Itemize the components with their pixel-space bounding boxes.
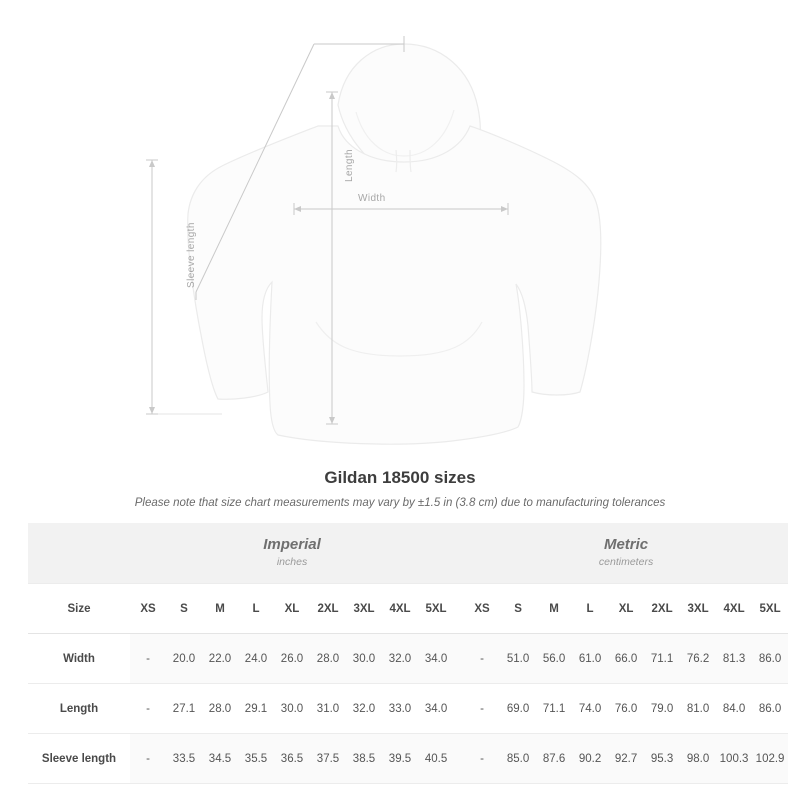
cell-length-imperial-xl: 30.0	[274, 684, 310, 734]
header-imperial-4xl: 4XL	[382, 584, 418, 634]
row-label-width: Width	[28, 634, 130, 684]
cell-length-metric-m: 71.1	[536, 684, 572, 734]
table-row	[28, 634, 788, 684]
cell-length-metric-4xl: 84.0	[716, 684, 752, 734]
header-imperial-s: S	[166, 584, 202, 634]
cell-sleeve-imperial-m: 34.5	[202, 734, 238, 784]
cell-sleeve-imperial-5xl: 40.5	[418, 734, 454, 784]
tolerance-note: Please note that size chart measurements may vary by ±1.5 in (3.8 cm) due to manufacturing tolerances	[134, 497, 666, 509]
cell-sleeve-metric-l: 90.2	[572, 734, 608, 784]
cell-length-imperial-4xl: 33.0	[382, 684, 418, 734]
unit-sub-metric: centimeters	[598, 556, 654, 569]
cell-sleeve-imperial-s: 33.5	[166, 734, 202, 784]
header-metric-4xl: 4XL	[716, 584, 752, 634]
unit-header-gap	[454, 523, 464, 584]
unit-header-metric	[464, 523, 788, 584]
cell-width-imperial-3xl: 30.0	[346, 634, 382, 684]
cell-sleeve-metric-s: 85.0	[500, 734, 536, 784]
dimension-label-width: Width	[358, 193, 386, 204]
cell-length-imperial-xs: -	[130, 684, 166, 734]
table-row	[28, 684, 788, 734]
cell-sleeve-imperial-2xl: 37.5	[310, 734, 346, 784]
cell-width-imperial-xl: 26.0	[274, 634, 310, 684]
cell-sleeve-metric-xs: -	[464, 734, 500, 784]
cell-length-metric-3xl: 81.0	[680, 684, 716, 734]
cell-gap	[454, 634, 464, 684]
unit-name-imperial: Imperial	[263, 536, 321, 553]
cell-width-imperial-l: 24.0	[238, 634, 274, 684]
header-imperial-5xl: 5XL	[418, 584, 454, 634]
unit-header-imperial	[130, 523, 454, 584]
row-label-sleeve-length: Sleeve length	[28, 734, 130, 784]
dimension-label-sleeve-length: Sleeve length	[186, 222, 197, 288]
cell-sleeve-metric-4xl: 100.3	[716, 734, 752, 784]
header-metric-5xl: 5XL	[752, 584, 788, 634]
cell-length-metric-l: 74.0	[572, 684, 608, 734]
cell-length-imperial-m: 28.0	[202, 684, 238, 734]
cell-width-imperial-m: 22.0	[202, 634, 238, 684]
cell-width-metric-2xl: 71.1	[644, 634, 680, 684]
cell-width-metric-m: 56.0	[536, 634, 572, 684]
cell-length-metric-s: 69.0	[500, 684, 536, 734]
cell-width-metric-xs: -	[464, 634, 500, 684]
cell-gap	[454, 734, 464, 784]
cell-length-imperial-l: 29.1	[238, 684, 274, 734]
cell-sleeve-imperial-xl: 36.5	[274, 734, 310, 784]
table-row	[28, 734, 788, 784]
cell-width-metric-l: 61.0	[572, 634, 608, 684]
cell-sleeve-imperial-4xl: 39.5	[382, 734, 418, 784]
header-imperial-l: L	[238, 584, 274, 634]
cell-length-imperial-5xl: 34.0	[418, 684, 454, 734]
cell-width-metric-3xl: 76.2	[680, 634, 716, 684]
header-size: Size	[28, 584, 130, 634]
title-block	[0, 468, 800, 509]
dimension-label-length: Length	[344, 149, 355, 182]
cell-width-imperial-2xl: 28.0	[310, 634, 346, 684]
header-imperial-2xl: 2XL	[310, 584, 346, 634]
cell-sleeve-imperial-xs: -	[130, 734, 166, 784]
cell-length-metric-5xl: 86.0	[752, 684, 788, 734]
cell-sleeve-metric-3xl: 98.0	[680, 734, 716, 784]
unit-header-row	[28, 523, 788, 584]
cell-length-imperial-2xl: 31.0	[310, 684, 346, 734]
cell-width-metric-4xl: 81.3	[716, 634, 752, 684]
unit-name-metric: Metric	[603, 536, 649, 553]
header-metric-xl: XL	[608, 584, 644, 634]
size-table-wrapper	[0, 523, 800, 784]
unit-header-spacer	[28, 523, 130, 584]
cell-length-metric-2xl: 79.0	[644, 684, 680, 734]
header-imperial-xl: XL	[274, 584, 310, 634]
header-metric-l: L	[572, 584, 608, 634]
cell-sleeve-metric-xl: 92.7	[608, 734, 644, 784]
cell-length-imperial-s: 27.1	[166, 684, 202, 734]
cell-gap	[454, 684, 464, 734]
cell-length-metric-xl: 76.0	[608, 684, 644, 734]
cell-width-imperial-4xl: 32.0	[382, 634, 418, 684]
cell-sleeve-metric-2xl: 95.3	[644, 734, 680, 784]
cell-width-imperial-s: 20.0	[166, 634, 202, 684]
header-metric-m: M	[536, 584, 572, 634]
page-title: Gildan 18500 sizes	[324, 468, 476, 487]
header-imperial-xs: XS	[130, 584, 166, 634]
header-imperial-m: M	[202, 584, 238, 634]
cell-length-metric-xs: -	[464, 684, 500, 734]
cell-width-imperial-5xl: 34.0	[418, 634, 454, 684]
header-imperial-3xl: 3XL	[346, 584, 382, 634]
size-header-row	[28, 584, 788, 634]
cell-sleeve-imperial-l: 35.5	[238, 734, 274, 784]
header-gap	[454, 584, 464, 634]
cell-width-imperial-xs: -	[130, 634, 166, 684]
header-metric-3xl: 3XL	[680, 584, 716, 634]
header-metric-xs: XS	[464, 584, 500, 634]
unit-sub-imperial: inches	[276, 556, 308, 569]
cell-width-metric-xl: 66.0	[608, 634, 644, 684]
cell-width-metric-s: 51.0	[500, 634, 536, 684]
cell-sleeve-metric-5xl: 102.9	[752, 734, 788, 784]
header-metric-s: S	[500, 584, 536, 634]
size-table	[28, 523, 788, 784]
header-metric-2xl: 2XL	[644, 584, 680, 634]
row-label-length: Length	[28, 684, 130, 734]
cell-sleeve-imperial-3xl: 38.5	[346, 734, 382, 784]
cell-width-metric-5xl: 86.0	[752, 634, 788, 684]
cell-sleeve-metric-m: 87.6	[536, 734, 572, 784]
cell-length-imperial-3xl: 32.0	[346, 684, 382, 734]
